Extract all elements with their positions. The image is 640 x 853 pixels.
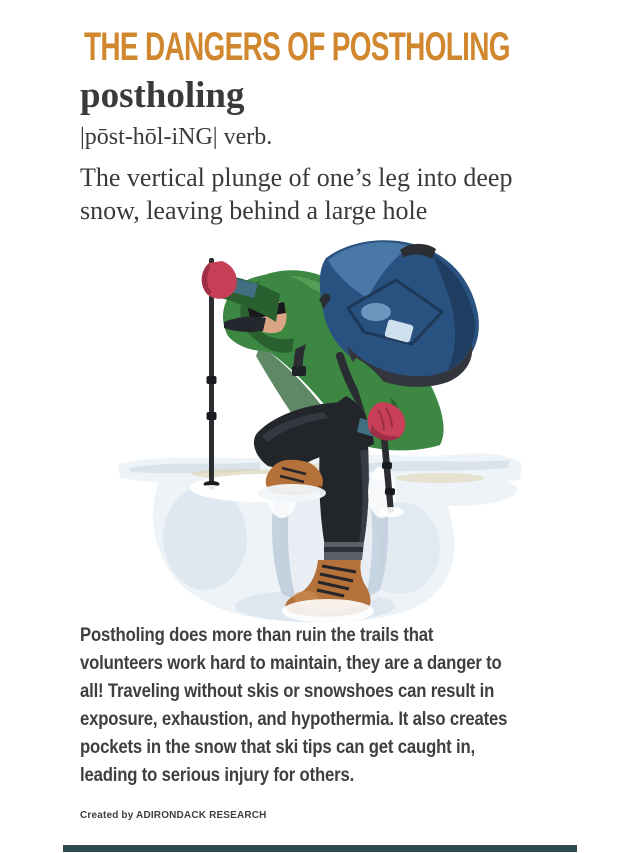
definition-meaning — [80, 161, 512, 227]
definition-meaning-line: snow, leaving behind a large hole — [80, 196, 428, 225]
poster-title: THE DANGERS OF POSTHOLING — [84, 25, 510, 69]
glove-left — [202, 261, 237, 299]
warning-line: pockets in the snow that ski tips can get caught in, — [80, 737, 475, 758]
definition-meaning-line: The vertical plunge of one’s leg into deep — [80, 163, 513, 192]
warning-line: Postholing does more than ruin the trails that — [80, 625, 434, 646]
warning-line: leading to serious injury for others. — [80, 765, 355, 786]
footer-bar — [63, 845, 577, 852]
credit-line: Created by ADIRONDACK RESEARCH — [80, 809, 267, 821]
warning-line: exposure, exhaustion, and hypothermia. It also creates — [80, 709, 508, 730]
warning-line: volunteers work hard to maintain, they are a danger to — [80, 653, 502, 674]
warning-paragraph — [80, 622, 507, 790]
postholing-illustration — [110, 238, 530, 628]
definition-word: postholing — [80, 75, 245, 116]
definition-pronunciation: |pōst-hōl-iNG| verb. — [80, 124, 273, 150]
warning-line: all! Traveling without skis or snowshoes can result in — [80, 681, 495, 702]
